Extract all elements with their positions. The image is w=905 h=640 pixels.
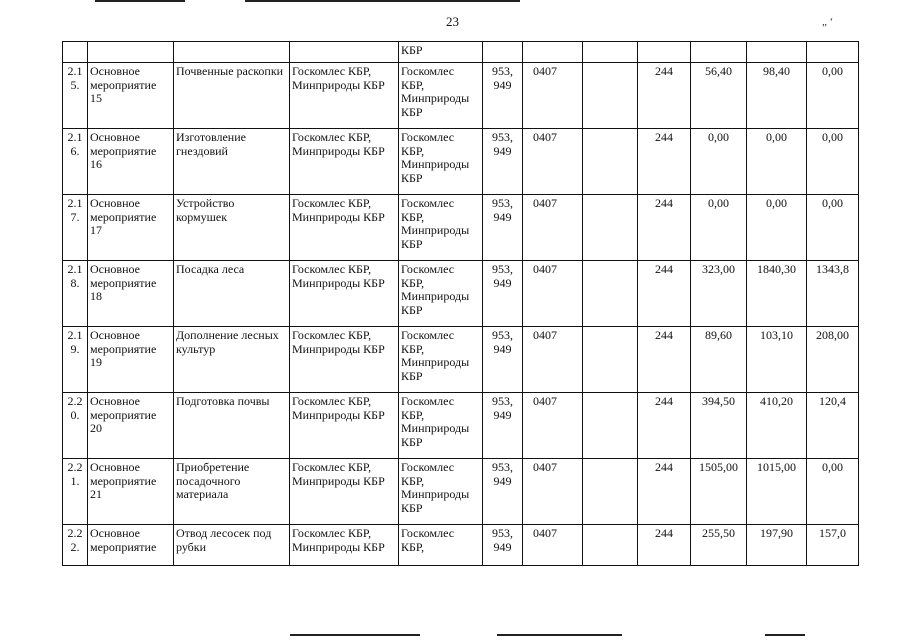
amount-year-3: 0,00 bbox=[807, 129, 859, 195]
measure-type: Основное мероприятие 19 bbox=[88, 327, 174, 393]
scan-mark: „ ‘ bbox=[822, 16, 834, 28]
amount-year-3: 208,00 bbox=[807, 327, 859, 393]
row-number: 2.18. bbox=[63, 261, 88, 327]
co-executor: Госкомлес КБР, Минприроды КБР bbox=[399, 393, 483, 459]
amount-year-1: 56,40 bbox=[691, 63, 747, 129]
measure-name: Подготовка почвы bbox=[174, 393, 290, 459]
program-measures-table bbox=[62, 41, 859, 566]
row-number: 2.22. bbox=[63, 525, 88, 566]
row-number: 2.15. bbox=[63, 63, 88, 129]
vr-code: 244 bbox=[638, 261, 691, 327]
amount-year-1: 1505,00 bbox=[691, 459, 747, 525]
co-executor: Госкомлес КБР, Минприроды КБР bbox=[399, 129, 483, 195]
rzpr-code: 0407 bbox=[523, 195, 583, 261]
amount-year-1: 89,60 bbox=[691, 327, 747, 393]
co-executor: Госкомлес КБР, Минприроды КБР bbox=[399, 63, 483, 129]
csr-code bbox=[583, 327, 638, 393]
table-row bbox=[63, 261, 859, 327]
vr-code: 244 bbox=[638, 393, 691, 459]
cell-empty bbox=[807, 42, 859, 63]
co-executor: Госкомлес КБР, Минприроды КБР bbox=[399, 195, 483, 261]
bottom-rule-right bbox=[765, 634, 805, 636]
row-number: 2.16. bbox=[63, 129, 88, 195]
table-row bbox=[63, 327, 859, 393]
grbs-code: 953, 949 bbox=[483, 195, 523, 261]
cell-empty bbox=[638, 42, 691, 63]
vr-code: 244 bbox=[638, 63, 691, 129]
amount-year-1: 0,00 bbox=[691, 129, 747, 195]
amount-year-2: 0,00 bbox=[747, 195, 807, 261]
row-number: 2.21. bbox=[63, 459, 88, 525]
cell-empty bbox=[523, 42, 583, 63]
vr-code: 244 bbox=[638, 129, 691, 195]
amount-year-1: 0,00 bbox=[691, 195, 747, 261]
rzpr-code: 0407 bbox=[523, 525, 583, 566]
grbs-code: 953, 949 bbox=[483, 327, 523, 393]
co-executor: Госкомлес КБР, bbox=[399, 525, 483, 566]
responsible-executor: Госкомлес КБР, Минприроды КБР bbox=[290, 459, 399, 525]
top-rule-right bbox=[245, 0, 520, 2]
table-row bbox=[63, 459, 859, 525]
bottom-rule-left bbox=[290, 634, 420, 636]
measure-name: Приобретение посадочного материала bbox=[174, 459, 290, 525]
cell-empty bbox=[691, 42, 747, 63]
csr-code bbox=[583, 393, 638, 459]
measure-name: Посадка леса bbox=[174, 261, 290, 327]
amount-year-2: 197,90 bbox=[747, 525, 807, 566]
csr-code bbox=[583, 195, 638, 261]
cell-empty bbox=[483, 42, 523, 63]
measure-name: Изготовление гнездовий bbox=[174, 129, 290, 195]
csr-code bbox=[583, 129, 638, 195]
measure-name: Отвод лесосек под рубки bbox=[174, 525, 290, 566]
amount-year-2: 1840,30 bbox=[747, 261, 807, 327]
amount-year-2: 98,40 bbox=[747, 63, 807, 129]
measure-name: Почвенные раскопки bbox=[174, 63, 290, 129]
table-row bbox=[63, 195, 859, 261]
grbs-code: 953, 949 bbox=[483, 129, 523, 195]
grbs-code: 953, 949 bbox=[483, 459, 523, 525]
responsible-executor: Госкомлес КБР, Минприроды КБР bbox=[290, 195, 399, 261]
responsible-executor: Госкомлес КБР, Минприроды КБР bbox=[290, 261, 399, 327]
row-number: 2.19. bbox=[63, 327, 88, 393]
top-rule-left bbox=[95, 0, 185, 2]
measure-type: Основное мероприятие 18 bbox=[88, 261, 174, 327]
grbs-code: 953, 949 bbox=[483, 393, 523, 459]
measure-type: Основное мероприятие 17 bbox=[88, 195, 174, 261]
amount-year-1: 255,50 bbox=[691, 525, 747, 566]
cell-empty bbox=[747, 42, 807, 63]
rzpr-code: 0407 bbox=[523, 129, 583, 195]
executor-continuation: КБР bbox=[399, 42, 483, 63]
responsible-executor: Госкомлес КБР, Минприроды КБР bbox=[290, 525, 399, 566]
cell-empty bbox=[583, 42, 638, 63]
measure-type: Основное мероприятие 15 bbox=[88, 63, 174, 129]
amount-year-1: 394,50 bbox=[691, 393, 747, 459]
rzpr-code: 0407 bbox=[523, 261, 583, 327]
amount-year-2: 1015,00 bbox=[747, 459, 807, 525]
amount-year-2: 0,00 bbox=[747, 129, 807, 195]
measure-name: Дополнение лесных культур bbox=[174, 327, 290, 393]
amount-year-3: 0,00 bbox=[807, 459, 859, 525]
amount-year-3: 1343,8 bbox=[807, 261, 859, 327]
measure-type: Основное мероприятие 16 bbox=[88, 129, 174, 195]
responsible-executor: Госкомлес КБР, Минприроды КБР bbox=[290, 63, 399, 129]
csr-code bbox=[583, 63, 638, 129]
table-row bbox=[63, 525, 859, 566]
measure-type: Основное мероприятие 21 bbox=[88, 459, 174, 525]
cell-empty bbox=[290, 42, 399, 63]
vr-code: 244 bbox=[638, 195, 691, 261]
measure-type: Основное мероприятие 20 bbox=[88, 393, 174, 459]
co-executor: Госкомлес КБР, Минприроды КБР bbox=[399, 459, 483, 525]
cell-empty bbox=[88, 42, 174, 63]
amount-year-3: 0,00 bbox=[807, 195, 859, 261]
csr-code bbox=[583, 459, 638, 525]
row-number: 2.20. bbox=[63, 393, 88, 459]
vr-code: 244 bbox=[638, 327, 691, 393]
rzpr-code: 0407 bbox=[523, 327, 583, 393]
cell-empty bbox=[174, 42, 290, 63]
amount-year-3: 0,00 bbox=[807, 63, 859, 129]
vr-code: 244 bbox=[638, 525, 691, 566]
bottom-rule-mid bbox=[497, 634, 622, 636]
table-row bbox=[63, 63, 859, 129]
rzpr-code: 0407 bbox=[523, 63, 583, 129]
table-row bbox=[63, 393, 859, 459]
responsible-executor: Госкомлес КБР, Минприроды КБР bbox=[290, 327, 399, 393]
rzpr-code: 0407 bbox=[523, 393, 583, 459]
csr-code bbox=[583, 261, 638, 327]
vr-code: 244 bbox=[638, 459, 691, 525]
grbs-code: 953, 949 bbox=[483, 261, 523, 327]
grbs-code: 953, 949 bbox=[483, 63, 523, 129]
csr-code bbox=[583, 525, 638, 566]
measure-type: Основное мероприятие bbox=[88, 525, 174, 566]
amount-year-1: 323,00 bbox=[691, 261, 747, 327]
page-number: 23 bbox=[446, 14, 459, 29]
rzpr-code: 0407 bbox=[523, 459, 583, 525]
amount-year-2: 410,20 bbox=[747, 393, 807, 459]
table-row bbox=[63, 129, 859, 195]
amount-year-2: 103,10 bbox=[747, 327, 807, 393]
continuation-row bbox=[63, 42, 859, 63]
cell-empty bbox=[63, 42, 88, 63]
responsible-executor: Госкомлес КБР, Минприроды КБР bbox=[290, 393, 399, 459]
amount-year-3: 120,4 bbox=[807, 393, 859, 459]
responsible-executor: Госкомлес КБР, Минприроды КБР bbox=[290, 129, 399, 195]
row-number: 2.17. bbox=[63, 195, 88, 261]
co-executor: Госкомлес КБР, Минприроды КБР bbox=[399, 327, 483, 393]
amount-year-3: 157,0 bbox=[807, 525, 859, 566]
co-executor: Госкомлес КБР, Минприроды КБР bbox=[399, 261, 483, 327]
measure-name: Устройство кормушек bbox=[174, 195, 290, 261]
grbs-code: 953, 949 bbox=[483, 525, 523, 566]
